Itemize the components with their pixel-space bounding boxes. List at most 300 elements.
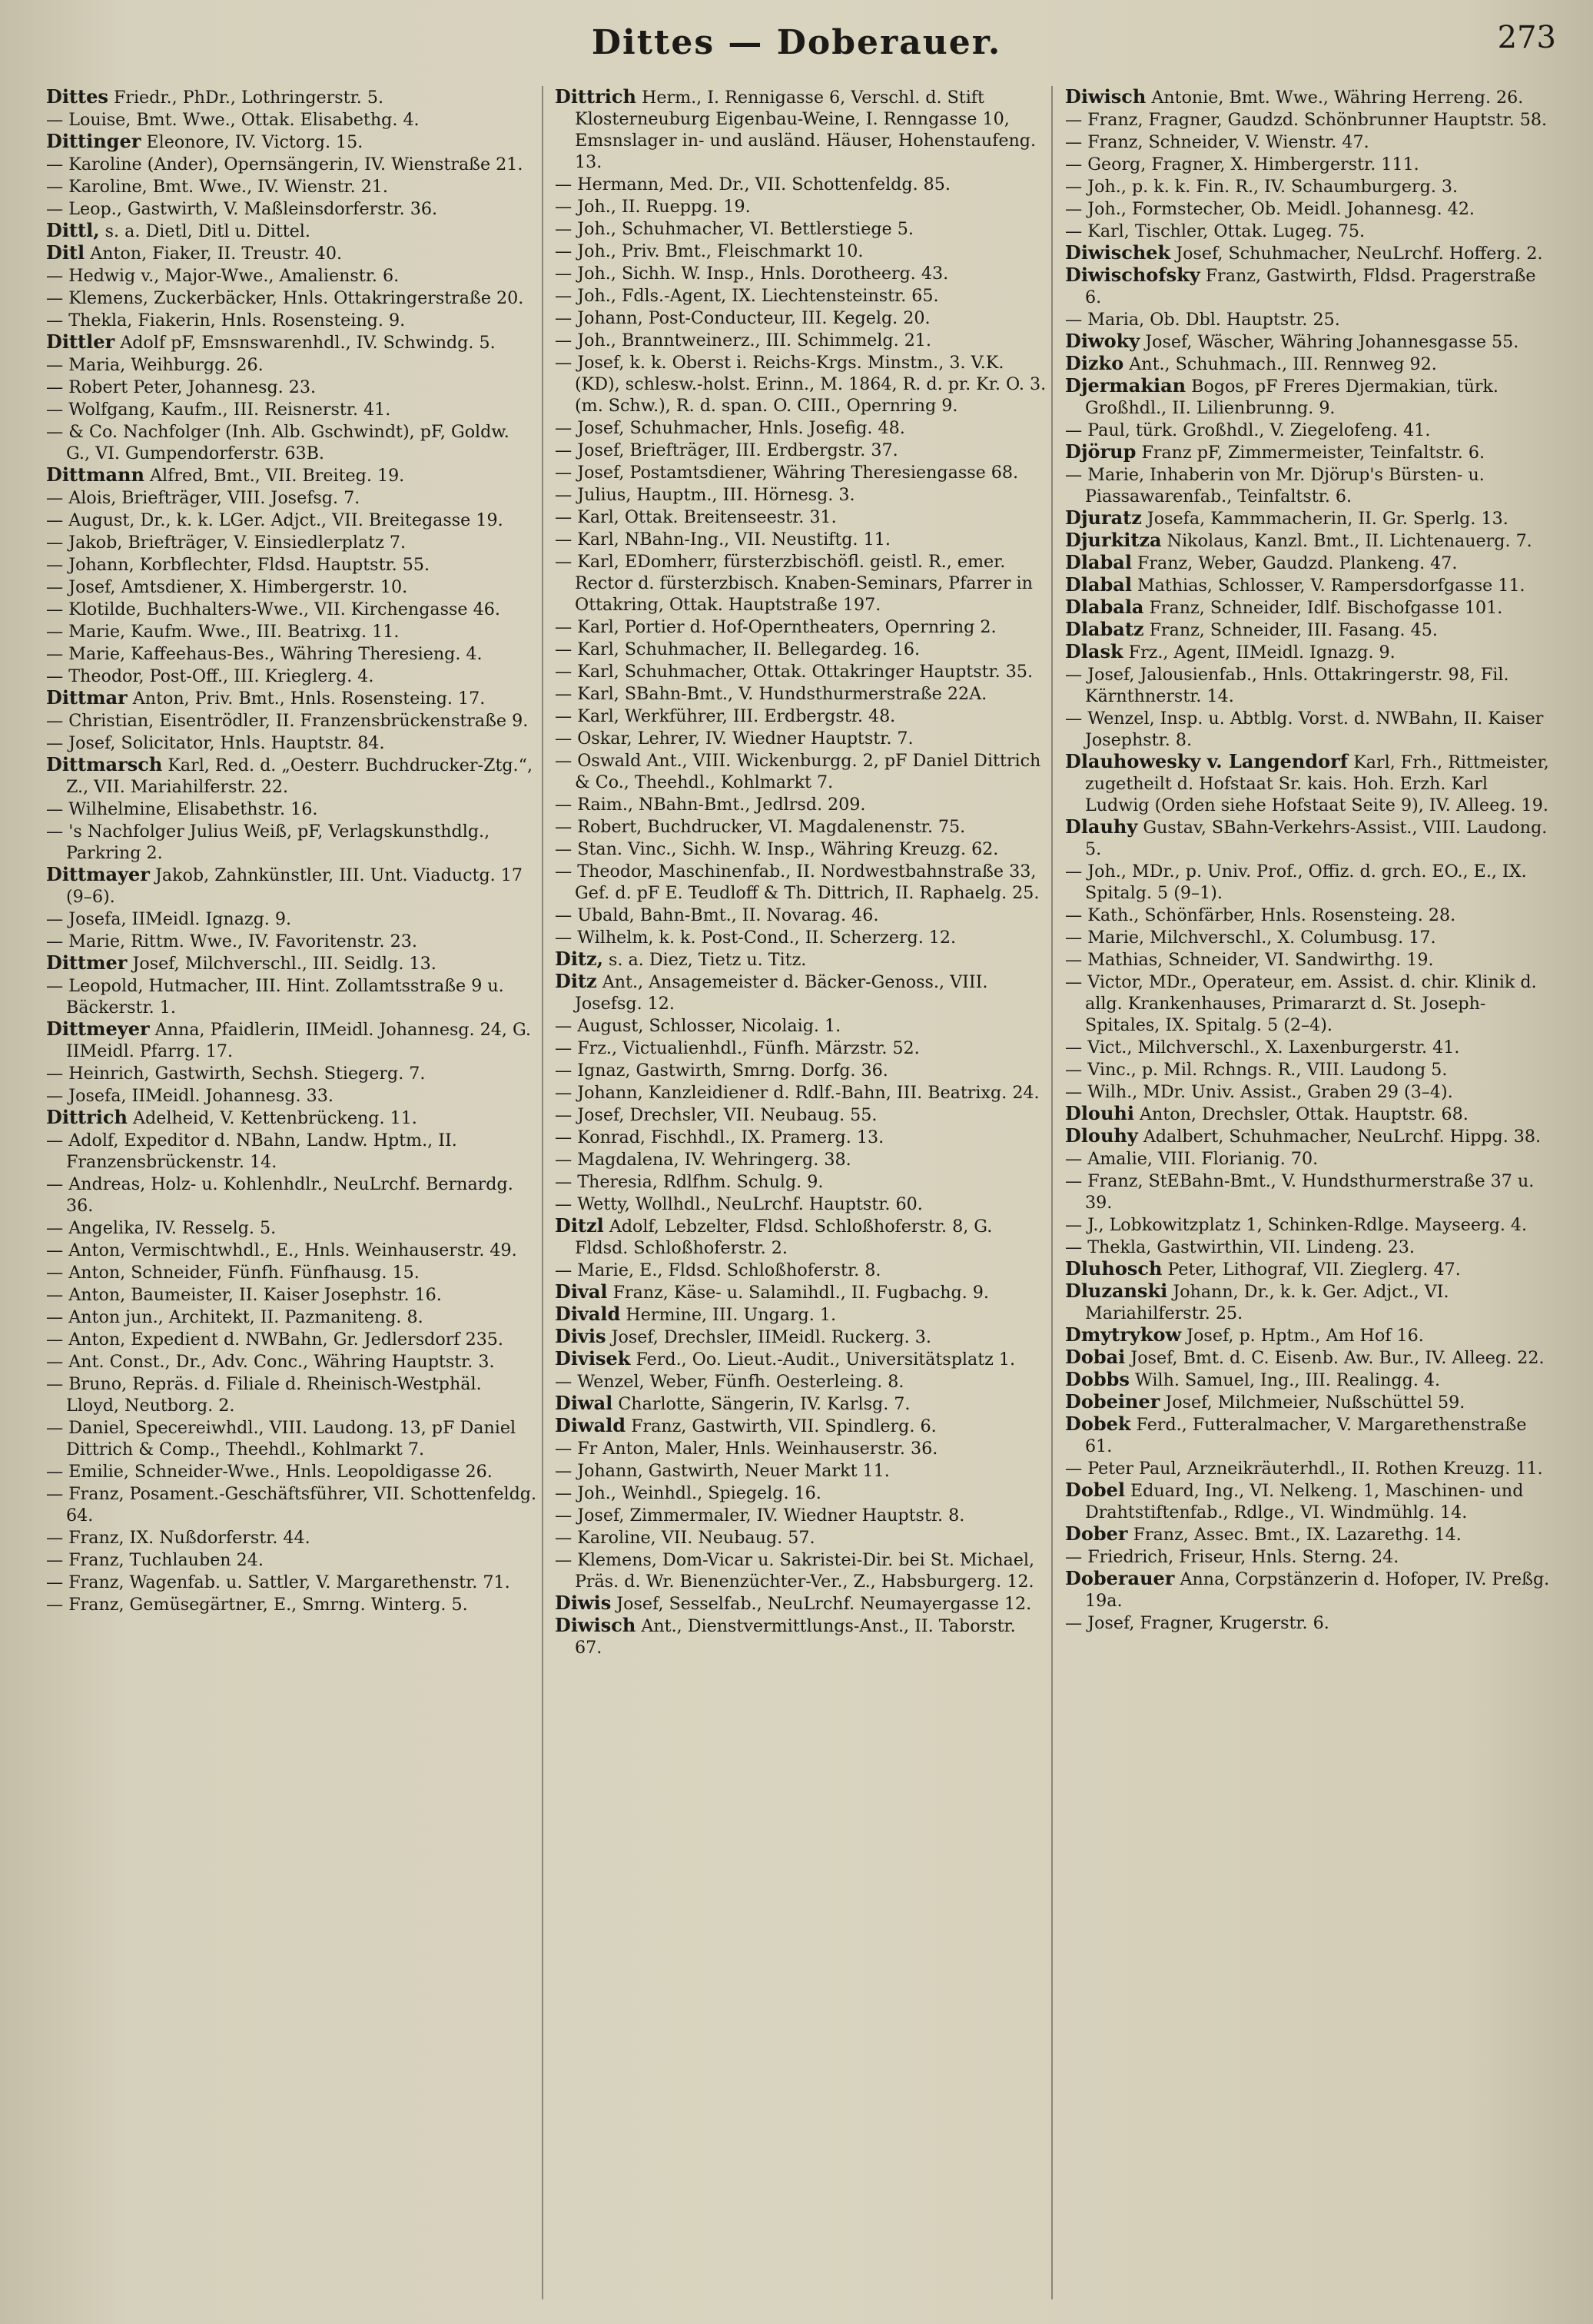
entry-details: Franz pF, Zimmermeister, Teinfaltstr. 6. [1136,443,1485,463]
directory-entry [1065,175,1551,198]
entry-details: — Daniel, Specereiwhdl., VIII. Laudong. 13, pF Daniel Dittrich & Comp., Theehdl., Kohlmarkt 7. [46,1418,516,1459]
directory-entry [46,1571,538,1593]
entry-details: — Amalie, VIII. Florianig. 70. [1065,1149,1319,1169]
directory-entry [555,1259,1047,1281]
directory-entry [555,329,1047,351]
directory-entry [1065,619,1551,641]
entry-details: — Robert Peter, Johannesg. 23. [46,377,317,397]
directory-entry [46,420,538,464]
directory-entry [1065,264,1551,308]
entry-details: Adolf pF, Emsnswarenhdl., IV. Schwindg. 5. [114,333,496,353]
entry-details: — Frz., Victualienhdl., Fünfh. Märzstr. 52. [555,1038,920,1058]
directory-entry [46,509,538,531]
directory-entry [1065,1413,1551,1457]
directory-entry [1065,353,1551,375]
directory-entry [555,926,1047,948]
directory-entry [1065,1457,1551,1479]
entry-details: — Josef, k. k. Oberst i. Reichs-Krgs. Minstm., 3. V.K. (KD), schlesw.-holst. Erinn., M. 1864, R. d. pr. Kr. O. 3. (m. Schw.), R. d. span. O. CIII., Opernring 9. [555,353,1047,416]
entry-details: Johann, Dr., k. k. Ger. Adjct., VI. Mariahilferstr. 25. [1085,1282,1449,1323]
directory-entry [1065,463,1551,507]
directory-entry [555,1437,1047,1459]
directory-entry [46,1526,538,1549]
entry-surname: Dlauhowesky v. Langendorf [1065,750,1349,772]
directory-entry [46,709,538,732]
directory-entry [46,952,538,974]
entry-details: Alfred, Bmt., VII. Breiteg. 19. [144,466,405,486]
entry-details: — Karl, Portier d. Hof-Operntheaters, Opernring 2. [555,617,997,637]
entry-details: — Karl, EDomherr, fürsterzbischöfl. geistl. R., emer. Rector d. fürsterzbisch. Knaben-Seminars, Pfarrer in Ottakring, Ottak. Hauptstraße 197. [555,552,1033,615]
entry-details: Ferd., Futteralmacher, V. Margarethenstraße 61. [1085,1415,1527,1456]
entry-details: Josef, p. Hptm., Am Hof 16. [1181,1326,1424,1346]
entry-surname: Dittmeyer [46,1018,150,1040]
entry-details: — Georg, Fragner, X. Himbergerstr. 111. [1065,154,1419,174]
entry-details: Anton, Priv. Bmt., Hnls. Rosensteing. 17. [127,689,486,709]
directory-entry [555,1482,1047,1504]
entry-details: — Magdalena, IV. Wehringerg. 38. [555,1150,851,1170]
directory-entry [555,682,1047,705]
entry-details: — J., Lobkowitzplatz 1, Schinken-Rdlge. Mayseerg. 4. [1065,1215,1528,1235]
directory-entry [46,553,538,576]
directory-entry [46,131,538,153]
entry-details: — Raim., NBahn-Bmt., Jedlrsd. 209. [555,795,866,815]
entry-details: — Joh., Weinhdl., Spiegelg. 16. [555,1483,821,1503]
entry-details: — Klemens, Zuckerbäcker, Hnls. Ottakringerstraße 20. [46,288,524,308]
directory-entry [46,1129,538,1173]
directory-entry [555,1081,1047,1104]
entry-surname: Dobek [1065,1413,1131,1435]
entry-details: — Julius, Hauptm., III. Hörnesg. 3. [555,485,855,505]
entry-surname: Divis [555,1325,606,1347]
directory-entry [1065,131,1551,153]
directory-entry [1065,751,1551,816]
directory-entry [1065,530,1551,552]
directory-entry [555,240,1047,262]
entry-surname: Dittmer [46,951,128,974]
entry-details: — Joh., Sichh. W. Insp., Hnls. Dorotheerg. 43. [555,264,949,284]
entry-details: — Karoline, VII. Neubaug. 57. [555,1528,815,1548]
entry-details: — Christian, Eisentrödler, II. Franzensbrückenstraße 9. [46,711,529,731]
entry-details: — August, Dr., k. k. LGer. Adjct., VII. Breitegasse 19. [46,510,503,530]
entry-details: Adolf, Lebzelter, Fldsd. Schloßhoferstr. 8, G. Fldsd. Schloßhoferstr. 2. [575,1217,993,1258]
directory-entry [46,620,538,642]
directory-entry [555,439,1047,461]
entry-details: — Franz, Fragner, Gaudzd. Schönbrunner Hauptstr. 58. [1065,110,1547,130]
directory-entry [555,793,1047,815]
entry-details: — Wetty, Wollhdl., NeuLrchf. Hauptstr. 60. [555,1194,923,1214]
entry-details: Franz, Assec. Bmt., IX. Lazarethg. 14. [1127,1525,1462,1545]
directory-entry [1065,1125,1551,1147]
directory-column-1 [46,86,538,1615]
entry-details: — Mathias, Schneider, VI. Sandwirthg. 19. [1065,950,1434,970]
entry-surname: Dizko [1065,352,1124,374]
directory-entry [46,1373,538,1416]
directory-entry [46,1018,538,1062]
directory-entry [46,1482,538,1526]
entry-details: Franz, Weber, Gaudzd. Plankeng. 47. [1131,553,1458,573]
entry-details: — Wenzel, Weber, Fünfh. Oesterleing. 8. [555,1372,904,1392]
entry-surname: Dittl, [46,219,100,241]
entry-details: — Peter Paul, Arzneikräuterhdl., II. Rothen Kreuzg. 11. [1065,1459,1543,1479]
directory-entry [555,351,1047,417]
directory-entry [46,1549,538,1571]
entry-surname: Djermakian [1065,374,1186,397]
entry-details: — Johann, Kanzleidiener d. Rdlf.-Bahn, III. Beatrixg. 24. [555,1083,1040,1103]
entry-details: — Ignaz, Gastwirth, Smrng. Dorfg. 36. [555,1061,888,1081]
entry-details: Adalbert, Schuhmacher, NeuLrchf. Hippg. 38. [1137,1127,1542,1147]
directory-entry [1065,1236,1551,1258]
directory-entry [1065,153,1551,175]
entry-details: — Josef, Solicitator, Hnls. Hauptstr. 84. [46,733,385,753]
directory-entry [1065,1324,1551,1346]
entry-surname: Dober [1065,1522,1128,1545]
entry-details: — Karl, Schuhmacher, II. Bellegardeg. 16. [555,639,921,659]
directory-entry [46,1416,538,1460]
entry-surname: Dlabal [1065,551,1132,573]
entry-surname: Dlabala [1065,596,1144,618]
directory-entry [555,1370,1047,1393]
entry-surname: Divald [555,1303,621,1325]
directory-entry [46,1239,538,1261]
entry-details: — Franz, Schneider, V. Wienstr. 47. [1065,132,1369,152]
entry-details: — Leopold, Hutmacher, III. Hint. Zollamtsstraße 9 u. Bäckerstr. 1. [46,976,504,1018]
directory-entry [555,1459,1047,1482]
entry-details: Eleonore, IV. Victorg. 15. [141,132,363,152]
directory-entry [555,904,1047,926]
entry-details: — Joh., Priv. Bmt., Fleischmarkt 10. [555,241,864,261]
directory-entry [1065,1147,1551,1170]
entry-details: — Joh., II. Rueppg. 19. [555,197,751,217]
entry-surname: Dlouhy [1065,1124,1138,1147]
entry-details: — Stan. Vinc., Sichh. W. Insp., Währing Kreuzg. 62. [555,839,999,859]
directory-entry [46,820,538,864]
entry-surname: Dittrich [555,85,636,108]
entry-details: — Franz, Gemüsegärtner, E., Smrng. Winterg. 5. [46,1595,468,1615]
entry-details: Anton, Drechsler, Ottak. Hauptstr. 68. [1133,1104,1469,1124]
directory-entry [1065,1170,1551,1213]
entry-details: — Angelika, IV. Resselg. 5. [46,1218,277,1238]
directory-entry [46,309,538,331]
entry-details: — Marie, Inhaberin von Mr. Djörup's Bürsten- u. Piassawarenfab., Teinfaltstr. 6. [1065,465,1485,506]
directory-entry [46,376,538,398]
entry-details: — Konrad, Fischhdl., IX. Pramerg. 13. [555,1127,884,1147]
entry-details: — Franz, Tuchlauben 24. [46,1550,264,1570]
entry-details: Franz, Gastwirth, Fldsd. Pragerstraße 6. [1085,266,1536,307]
entry-surname: Diwischofsky [1065,264,1200,286]
directory-entry [46,974,538,1018]
directory-entry [555,1148,1047,1170]
directory-entry [555,1126,1047,1148]
directory-entry [555,262,1047,284]
entry-details: Josef, Schuhmacher, NeuLrchf. Hofferg. 2. [1170,244,1543,264]
entry-details: — Thekla, Gastwirthin, VII. Lindeng. 23. [1065,1237,1415,1257]
directory-entry [1065,1036,1551,1058]
directory-entry [555,838,1047,860]
entry-details: — Anton jun., Architekt, II. Pazmaniteng. 8. [46,1307,423,1327]
entry-surname: Djuratz [1065,506,1142,529]
directory-entry [46,908,538,930]
directory-entry [1065,198,1551,220]
directory-entry [46,486,538,509]
entry-details: — Johann, Korbflechter, Fldsd. Hauptstr. 55. [46,555,430,575]
entry-details: — Johann, Gastwirth, Neuer Markt 11. [555,1461,890,1481]
entry-details: Ant., Schuhmach., III. Rennweg 92. [1123,354,1437,374]
entry-details: Gustav, SBahn-Verkehrs-Assist., VIII. Laudong. 5. [1085,818,1548,859]
entry-details: — Josef, Amtsdiener, X. Himbergerstr. 10. [46,577,408,597]
directory-entry [1065,1346,1551,1369]
entry-surname: Ditz [555,970,597,992]
entry-surname: Dittes [46,85,108,108]
entry-details: — Thekla, Fiakerin, Hnls. Rosensteing. 9. [46,310,406,330]
entry-details: Karl, Frh., Rittmeister, zugetheilt d. Hofstaat Sr. kais. Hoh. Erzh. Karl Ludwig (Orden siehe Hofstaat Seite 9), IV. Alleeg. 19. [1085,752,1549,815]
entry-details: — Paul, türk. Großhdl., V. Ziegelofeng. 41. [1065,420,1431,440]
entry-details: — Marie, Milchverschl., X. Columbusg. 17. [1065,928,1436,948]
directory-entry [555,1526,1047,1549]
directory-entry [1065,1103,1551,1125]
directory-entry [1065,1058,1551,1081]
entry-details: — Klemens, Dom-Vicar u. Sakristei-Dir. bei St. Michael, Präs. d. Wr. Bienenzüchter-Ver., Z., Habsburgerg. 12. [555,1550,1034,1592]
entry-details: Jakob, Zahnkünstler, III. Unt. Viaductg. 17 (9–6). [66,865,523,907]
entry-details: Nikolaus, Kanzl. Bmt., II. Lichtenauerg. 7. [1161,531,1532,551]
entry-details: Franz, Schneider, III. Fasang. 45. [1143,620,1438,640]
directory-entry [555,417,1047,439]
directory-entry [555,173,1047,195]
entry-details: s. a. Diez, Tietz u. Titz. [603,950,807,970]
directory-entry [1065,552,1551,574]
directory-entry [555,86,1047,173]
directory-entry [1065,816,1551,860]
directory-entry [555,1393,1047,1415]
entry-details: — Wolfgang, Kaufm., III. Reisnerstr. 41. [46,400,391,420]
directory-entry [555,1415,1047,1437]
entry-details: — Karl, Tischler, Ottak. Lugeg. 75. [1065,221,1366,241]
entry-details: Karl, Red. d. „Oesterr. Buchdrucker-Ztg.“, Z., VII. Mariahilferstr. 22. [66,755,533,797]
directory-entry [1065,1081,1551,1103]
directory-entry [555,506,1047,528]
entry-details: — Andreas, Holz- u. Kohlenhdlr., NeuLrchf. Bernardg. 36. [46,1174,513,1216]
entry-details: — Joh., MDr., p. Univ. Prof., Offiz. d. grch. EO., E., IX. Spitalg. 5 (9–1). [1065,862,1527,903]
directory-entry [1065,948,1551,971]
entry-details: Peter, Lithograf, VII. Zieglerg. 47. [1162,1260,1461,1280]
directory-entry [555,815,1047,838]
entry-details: — Wenzel, Insp. u. Abtblg. Vorst. d. NWBahn, II. Kaiser Josephstr. 8. [1065,709,1544,750]
entry-details: Josef, Wäscher, Währing Johannesgasse 55. [1140,332,1519,352]
directory-entry [555,307,1047,329]
entry-details: Josef, Sesselfab., NeuLrchf. Neumayergasse 12. [611,1594,1032,1614]
entry-surname: Dlabatz [1065,618,1144,640]
entry-details: — Theresia, Rdlfhm. Schulg. 9. [555,1172,824,1192]
entry-details: — Vinc., p. Mil. Rchngs. R., VIII. Laudong 5. [1065,1060,1448,1080]
entry-details: — Anton, Baumeister, II. Kaiser Josephstr. 16. [46,1285,442,1305]
entry-details: — Marie, Kaufm. Wwe., III. Beatrixg. 11. [46,622,400,642]
directory-entry [1065,926,1551,948]
entry-details: Adelheid, V. Kettenbrückeng. 11. [127,1108,417,1128]
entry-details: — Josef, Jalousienfab., Hnls. Ottakringerstr. 98, Fil. Kärnthnerstr. 14. [1065,665,1509,706]
entry-details: — Maria, Weihburgg. 26. [46,355,264,375]
entry-details: — Johann, Post-Conducteur, III. Kegelg. 20. [555,308,931,328]
directory-entry [46,86,538,108]
entry-details: — Ubald, Bahn-Bmt., II. Novarag. 46. [555,905,879,925]
entry-details: Ferd., Oo. Lieut.-Audit., Universitätsplatz 1. [630,1350,1016,1370]
entry-details: — Anton, Expedient d. NWBahn, Gr. Jedlersdorf 235. [46,1330,503,1350]
directory-entry [555,860,1047,904]
entry-details: — Franz, Wagenfab. u. Sattler, V. Margarethenstr. 71. [46,1572,510,1592]
directory-entry [555,195,1047,217]
directory-entry [46,687,538,709]
entry-surname: Dobai [1065,1346,1126,1368]
entry-details: s. a. Dietl, Ditl u. Dittel. [99,221,310,241]
directory-entry [46,930,538,952]
directory-entry [46,464,538,486]
directory-entry [46,220,538,242]
entry-details: — Josef, Fragner, Krugerstr. 6. [1065,1613,1329,1633]
directory-entry [46,153,538,175]
directory-entry [555,284,1047,307]
entry-details: — Friedrich, Friseur, Hnls. Sterng. 24. [1065,1547,1399,1567]
entry-details: — Karoline, Bmt. Wwe., IV. Wienstr. 21. [46,177,388,197]
entry-details: — Josefa, IIMeidl. Johannesg. 33. [46,1086,334,1106]
directory-entry [1065,1479,1551,1523]
directory-column-2 [555,86,1047,1658]
entry-details: Mathias, Schlosser, V. Rampersdorfgasse 11. [1131,576,1525,596]
entry-details: — Wilhelmine, Elisabethstr. 16. [46,799,318,819]
entry-surname: Diwisch [1065,85,1147,108]
directory-entry [46,732,538,754]
entry-details: — Marie, Rittm. Wwe., IV. Favoritenstr. 23. [46,931,417,951]
entry-details: Hermine, III. Ungarg. 1. [620,1305,837,1325]
directory-entry [1065,507,1551,530]
entry-details: — Franz, Posament.-Geschäftsführer, VII. Schottenfeldg. 64. [46,1484,537,1526]
entry-details: — Kath., Schönfärber, Hnls. Rosensteing. 28. [1065,905,1456,925]
directory-entry [46,642,538,665]
entry-details: — Marie, E., Fldsd. Schloßhoferstr. 8. [555,1260,881,1280]
entry-details: — Josef, Drechsler, VII. Neubaug. 55. [555,1105,878,1125]
entry-details: — Joh., Fdls.-Agent, IX. Liechtensteinstr. 65. [555,286,939,306]
directory-entry [555,705,1047,727]
directory-entry [1065,971,1551,1036]
entry-details: Anton, Fiaker, II. Treustr. 40. [85,244,343,264]
entry-surname: Diwoky [1065,330,1140,352]
directory-entry [555,1059,1047,1081]
directory-entry [1065,1280,1551,1324]
entry-surname: Divisek [555,1347,631,1370]
entry-details: Franz, Käse- u. Salamihdl., II. Fugbachg. 9. [607,1283,989,1303]
directory-column-3 [1065,86,1551,1634]
entry-details: — Marie, Kaffeehaus-Bes., Währing Theresieng. 4. [46,644,483,664]
entry-details: — & Co. Nachfolger (Inh. Alb. Gschwindt), pF, Goldw. G., VI. Gumpendorferstr. 63B. [46,422,509,463]
entry-details: — Victor, MDr., Operateur, em. Assist. d. chir. Klinik d. allg. Krankenhauses, Primararzt d. St. Joseph-Spitales, IX. Spitalg. 5 (2–4). [1065,972,1537,1035]
directory-entry [1065,1213,1551,1236]
entry-details: — Joh., p. k. k. Fin. R., IV. Schaumburgerg. 3. [1065,177,1459,197]
directory-entry [555,483,1047,506]
directory-entry [555,1104,1047,1126]
directory-entry [46,1350,538,1373]
entry-details: Frz., Agent, IIMeidl. Ignazg. 9. [1123,642,1396,662]
entry-details: — Klotilde, Buchhalters-Wwe., VII. Kirchengasse 46. [46,599,500,619]
directory-entry [46,798,538,820]
directory-entry [555,1037,1047,1059]
entry-details: — Hedwig v., Major-Wwe., Amalienstr. 6. [46,266,400,286]
directory-entry [46,864,538,908]
entry-surname: Dittinger [46,130,141,152]
entry-surname: Dlabal [1065,573,1132,596]
entry-details: — Oskar, Lehrer, IV. Wiedner Hauptstr. 7. [555,729,914,749]
entry-surname: Dobel [1065,1479,1125,1501]
entry-details: Bogos, pF Freres Djermakian, türk. Großhdl., II. Lilienbrunng. 9. [1085,377,1498,418]
directory-entry [1065,1568,1551,1612]
directory-entry [1065,108,1551,131]
directory-entry [46,242,538,264]
entry-details: — Maria, Ob. Dbl. Hauptstr. 25. [1065,310,1340,330]
directory-entry [46,531,538,553]
entry-surname: Diwischek [1065,241,1171,264]
entry-details: — Adolf, Expeditor d. NBahn, Landw. Hptm., II. Franzensbrückenstr. 14. [46,1130,457,1172]
entry-details: Antonie, Bmt. Wwe., Währing Herreng. 26. [1146,88,1524,108]
entry-details: — Bruno, Repräs. d. Filiale d. Rheinisch-Westphäl. Lloyd, Neutborg. 2. [46,1374,482,1416]
entry-details: — Karl, Ottak. Breitenseestr. 31. [555,507,837,527]
directory-entry [555,550,1047,616]
entry-details: — Theodor, Maschinenfab., II. Nordwestbahnstraße 33, Gef. d. pF E. Teudloff & Th. Dittrich, II. Raphaelg. 25. [555,862,1040,903]
entry-surname: Dluhosch [1065,1257,1163,1280]
entry-details: — Josef, Postamtsdiener, Währing Theresiengasse 68. [555,463,1019,483]
entry-details: Friedr., PhDr., Lothringerstr. 5. [108,88,384,108]
directory-entry [555,660,1047,682]
entry-details: Ant., Ansagemeister d. Bäcker-Genoss., VIII. Josefsg. 12. [575,972,988,1014]
directory-entry [1065,574,1551,596]
entry-details: — Fr Anton, Maler, Hnls. Weinhauserstr. 36. [555,1439,938,1459]
entry-details: — Karl, SBahn-Bmt., V. Hundsthurmerstraße 22A. [555,684,987,704]
directory-entry [555,528,1047,550]
directory-entry [555,461,1047,483]
directory-entry [555,727,1047,749]
directory-entry [555,1281,1047,1303]
directory-entry [555,1504,1047,1526]
entry-surname: Diwald [555,1414,626,1436]
directory-entry [1065,904,1551,926]
directory-entry [1065,641,1551,663]
directory-entry [1065,1545,1551,1568]
directory-entry [46,1283,538,1306]
directory-entry [1065,220,1551,242]
entry-details: — Karoline (Ander), Opernsängerin, IV. Wienstraße 21. [46,154,523,174]
entry-details: Anna, Corpstänzerin d. Hofoper, IV. Preßg. 19a. [1085,1569,1550,1611]
directory-entry [46,1261,538,1283]
directory-entry [555,1303,1047,1326]
entry-surname: Dobbs [1065,1368,1130,1390]
directory-entry [555,638,1047,660]
directory-entry [46,398,538,420]
entry-details: — Anton, Schneider, Fünfh. Fünfhausg. 15. [46,1263,420,1283]
entry-details: — Theodor, Post-Off., III. Krieglerg. 4. [46,666,374,686]
directory-entry [46,354,538,376]
directory-entry [1065,663,1551,707]
directory-entry [46,1306,538,1328]
entry-surname: Dlask [1065,640,1123,662]
entry-details: — Emilie, Schneider-Wwe., Hnls. Leopoldigasse 26. [46,1462,493,1482]
directory-entry [46,264,538,287]
entry-details: — Ant. Const., Dr., Adv. Conc., Währing Hauptstr. 3. [46,1352,495,1372]
entry-details: — Hermann, Med. Dr., VII. Schottenfeldg. 85. [555,174,951,194]
entry-surname: Dival [555,1280,608,1303]
entry-details: — Heinrich, Gastwirth, Sechsh. Stiegerg. 7. [46,1064,426,1084]
directory-entry [555,971,1047,1014]
directory-entry [555,948,1047,971]
directory-entry [555,1170,1047,1193]
page-number: 273 [1497,20,1556,55]
directory-entry [46,1173,538,1217]
directory-entry [46,665,538,687]
entry-surname: Ditl [46,241,85,264]
entry-details: Josef, Drechsler, IIMeidl. Ruckerg. 3. [606,1327,931,1347]
